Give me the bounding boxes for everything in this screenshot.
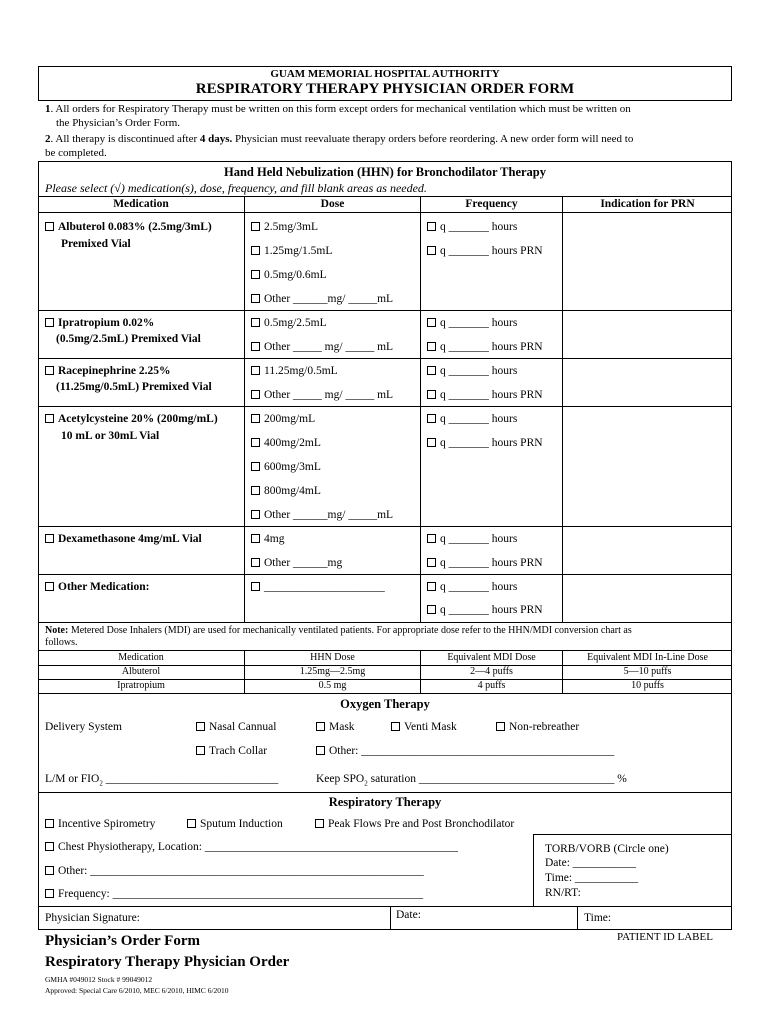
med-other[interactable]: Other Medication:: [45, 581, 149, 593]
opt-chest[interactable]: Chest Physiotherapy, Location: ____________________________________________: [45, 841, 458, 853]
checkbox[interactable]: [196, 746, 205, 755]
checkbox[interactable]: [427, 366, 436, 375]
checkbox[interactable]: [427, 605, 436, 614]
opt-frequency[interactable]: Frequency: ______________________________________________________: [45, 888, 423, 900]
dose-option[interactable]: Other ______mg/ _____mL: [251, 509, 393, 521]
conv-cell: Albuterol: [121, 666, 161, 677]
checkbox[interactable]: [251, 582, 260, 591]
signature-time[interactable]: Time:: [584, 912, 612, 924]
dose-option[interactable]: 200mg/mL: [251, 413, 315, 425]
hhn-subtitle: Please select (√) medication(s), dose, frequency, and fill blank areas as needed.: [45, 181, 427, 195]
checkbox[interactable]: [45, 866, 54, 875]
checkbox[interactable]: [316, 746, 325, 755]
freq-option[interactable]: q _______ hours: [427, 581, 517, 593]
signature-date[interactable]: Date:: [396, 909, 421, 921]
freq-option[interactable]: q _______ hours PRN: [427, 245, 543, 257]
freq-option[interactable]: q _______ hours PRN: [427, 389, 543, 401]
checkbox[interactable]: [427, 390, 436, 399]
mdi-note: Note: Metered Dose Inhalers (MDI) are used for mechanically ventilated patients. For appropriate dose refer to the HHN/MDI conversion chart as: [45, 625, 632, 636]
approval-line: Approved: Special Care 6/2010, MEC 6/2010, HIMC 6/2010: [45, 986, 229, 995]
freq-option[interactable]: q _______ hours PRN: [427, 437, 543, 449]
instruction-1: 1. All orders for Respiratory Therapy must be written on this form except orders for mechanical ventilation which must be written on: [45, 103, 631, 115]
col-dose: Dose: [320, 198, 345, 210]
freq-option[interactable]: q _______ hours: [427, 533, 517, 545]
dose-option[interactable]: 11.25mg/0.5mL: [251, 365, 338, 377]
checkbox[interactable]: [427, 558, 436, 567]
checkbox[interactable]: [391, 722, 400, 731]
med-albuterol[interactable]: Albuterol 0.083% (2.5mg/3mL): [45, 221, 212, 233]
form-title: RESPIRATORY THERAPY PHYSICIAN ORDER FORM: [195, 81, 575, 97]
torb-rnrt[interactable]: RN/RT:: [545, 887, 581, 899]
dose-option[interactable]: Other _____ mg/ _____ mL: [251, 389, 393, 401]
checkbox[interactable]: [45, 318, 54, 327]
freq-option[interactable]: q _______ hours PRN: [427, 341, 543, 353]
freq-option[interactable]: q _______ hours: [427, 317, 517, 329]
freq-option[interactable]: q _______ hours: [427, 413, 517, 425]
freq-option[interactable]: q _______ hours: [427, 221, 517, 233]
checkbox[interactable]: [251, 294, 260, 303]
med-albuterol-sub: Premixed Vial: [61, 238, 131, 250]
checkbox[interactable]: [251, 390, 260, 399]
checkbox[interactable]: [251, 270, 260, 279]
freq-option[interactable]: q _______ hours: [427, 365, 517, 377]
med-racepinephrine-sub: (11.25mg/0.5mL) Premixed Vial: [56, 381, 212, 393]
opt-peak[interactable]: Peak Flows Pre and Post Bronchodilator: [315, 818, 514, 830]
checkbox[interactable]: [251, 510, 260, 519]
opt-other[interactable]: Other: ____________________________________________: [316, 745, 614, 757]
torb-time[interactable]: Time: ___________: [545, 872, 639, 884]
checkbox[interactable]: [251, 534, 260, 543]
opt-nasal[interactable]: Nasal Cannual: [196, 721, 276, 733]
med-ipratropium-sub: (0.5mg/2.5mL) Premixed Vial: [56, 333, 201, 345]
conv-header: Medication: [118, 652, 164, 663]
physician-signature[interactable]: Physician Signature:: [45, 912, 140, 924]
freq-option[interactable]: q _______ hours PRN: [427, 604, 543, 616]
resp-title: Respiratory Therapy: [328, 795, 442, 809]
authority-name: GUAM MEMORIAL HOSPITAL AUTHORITY: [270, 68, 500, 80]
lm-field[interactable]: L/M or $FIO_2$ ______________________________: [45, 773, 279, 788]
checkbox[interactable]: [427, 582, 436, 591]
spo2-field[interactable]: Keep $SPO_2$ saturation __________________________________ %: [316, 773, 627, 788]
checkbox[interactable]: [187, 819, 196, 828]
checkbox[interactable]: [45, 366, 54, 375]
opt-incentive[interactable]: Incentive Spirometry: [45, 818, 155, 830]
footer-title-1: Physician’s Order Form: [45, 933, 200, 949]
checkbox[interactable]: [427, 438, 436, 447]
checkbox[interactable]: [251, 438, 260, 447]
med-ipratropium[interactable]: Ipratropium 0.02%: [45, 317, 154, 329]
checkbox[interactable]: [45, 582, 54, 591]
delivery-label: Delivery System: [45, 721, 122, 733]
opt-mask[interactable]: Mask: [316, 721, 355, 733]
med-dexamethasone[interactable]: Dexamethasone 4mg/mL Vial: [45, 533, 202, 545]
dose-option[interactable]: Other ______mg/ _____mL: [251, 293, 393, 305]
checkbox[interactable]: [251, 342, 260, 351]
checkbox[interactable]: [315, 819, 324, 828]
checkbox[interactable]: [427, 534, 436, 543]
checkbox[interactable]: [427, 246, 436, 255]
checkbox[interactable]: [251, 486, 260, 495]
checkbox[interactable]: [496, 722, 505, 731]
opt-trach[interactable]: Trach Collar: [196, 745, 267, 757]
oxygen-title: Oxygen Therapy: [340, 697, 430, 711]
instruction-2c: be completed.: [45, 147, 107, 159]
footer-title-2: Respiratory Therapy Physician Order: [45, 954, 290, 970]
torb-date[interactable]: Date: ___________: [545, 857, 637, 869]
checkbox[interactable]: [45, 534, 54, 543]
instruction-2: 2. All therapy is discontinued after 4 days. Physician must reevaluate therapy orders before reordering. A new order form will need to: [45, 133, 634, 145]
dose-option[interactable]: 0.5mg/0.6mL: [251, 269, 327, 281]
dose-option[interactable]: Other ______mg: [251, 557, 342, 569]
signature-row: [38, 906, 732, 930]
col-frequency: Frequency: [465, 198, 518, 210]
dose-option[interactable]: Other _____ mg/ _____ mL: [251, 341, 393, 353]
dose-option[interactable]: 400mg/2mL: [251, 437, 321, 449]
conv-cell: 4 puffs: [477, 680, 506, 691]
med-racepinephrine[interactable]: Racepinephrine 2.25%: [45, 365, 170, 377]
dose-option[interactable]: 800mg/4mL: [251, 485, 321, 497]
hhn-section: [38, 161, 732, 694]
checkbox[interactable]: [251, 558, 260, 567]
checkbox[interactable]: [251, 414, 260, 423]
freq-option[interactable]: q _______ hours PRN: [427, 557, 543, 569]
opt-sputum[interactable]: Sputum Induction: [187, 818, 283, 830]
checkbox[interactable]: [45, 414, 54, 423]
conv-header: Equivalent MDI Dose: [447, 652, 536, 663]
checkbox[interactable]: [45, 889, 54, 898]
hhn-title: Hand Held Nebulization (HHN) for Bronchodilator Therapy: [223, 165, 547, 179]
conv-cell: 0.5 mg: [318, 680, 347, 691]
checkbox[interactable]: [196, 722, 205, 731]
conv-cell: Ipratropium: [117, 680, 165, 691]
checkbox[interactable]: [427, 414, 436, 423]
dose-option[interactable]: 4mg: [251, 533, 284, 545]
conv-cell: 1.25mg—2.5mg: [299, 666, 366, 677]
col-medication: Medication: [113, 198, 169, 210]
conv-cell: 2—4 puffs: [470, 666, 513, 677]
checkbox[interactable]: [251, 246, 260, 255]
conv-cell: 5—10 puffs: [623, 666, 672, 677]
opt-nonrebreather[interactable]: Non-rebreather: [496, 721, 579, 733]
checkbox[interactable]: [316, 722, 325, 731]
checkbox[interactable]: [251, 366, 260, 375]
dose-option[interactable]: 2.5mg/3mL: [251, 221, 318, 233]
conv-header: Equivalent MDI In-Line Dose: [587, 652, 708, 663]
checkbox[interactable]: [45, 842, 54, 851]
checkbox[interactable]: [251, 318, 260, 327]
dose-option[interactable]: 1.25mg/1.5mL: [251, 245, 332, 257]
dose-option[interactable]: _____________________: [251, 581, 385, 593]
opt-other-resp[interactable]: Other: __________________________________________________________: [45, 865, 424, 877]
stock-number: GMHA #049012 Stock # 99049012: [45, 975, 153, 984]
checkbox[interactable]: [427, 222, 436, 231]
checkbox[interactable]: [427, 318, 436, 327]
dose-option[interactable]: 0.5mg/2.5mL: [251, 317, 327, 329]
med-acetylcysteine[interactable]: Acetylcysteine 20% (200mg/mL): [45, 413, 218, 425]
checkbox[interactable]: [251, 462, 260, 471]
torb-label[interactable]: TORB/VORB (Circle one): [545, 843, 669, 855]
opt-venti[interactable]: Venti Mask: [391, 721, 457, 733]
med-acetylcysteine-sub: 10 mL or 30mL Vial: [61, 430, 160, 442]
patient-id-label: PATIENT ID LABEL: [617, 931, 713, 943]
mdi-note-2: follows.: [45, 637, 78, 648]
checkbox[interactable]: [45, 222, 54, 231]
col-indication: Indication for PRN: [600, 198, 695, 210]
conv-header: HHN Dose: [310, 652, 355, 663]
dose-option[interactable]: 600mg/3mL: [251, 461, 321, 473]
instruction-1b: the Physician’s Order Form.: [56, 117, 181, 129]
conv-cell: 10 puffs: [631, 680, 664, 691]
checkbox[interactable]: [251, 222, 260, 231]
checkbox[interactable]: [45, 819, 54, 828]
checkbox[interactable]: [427, 342, 436, 351]
